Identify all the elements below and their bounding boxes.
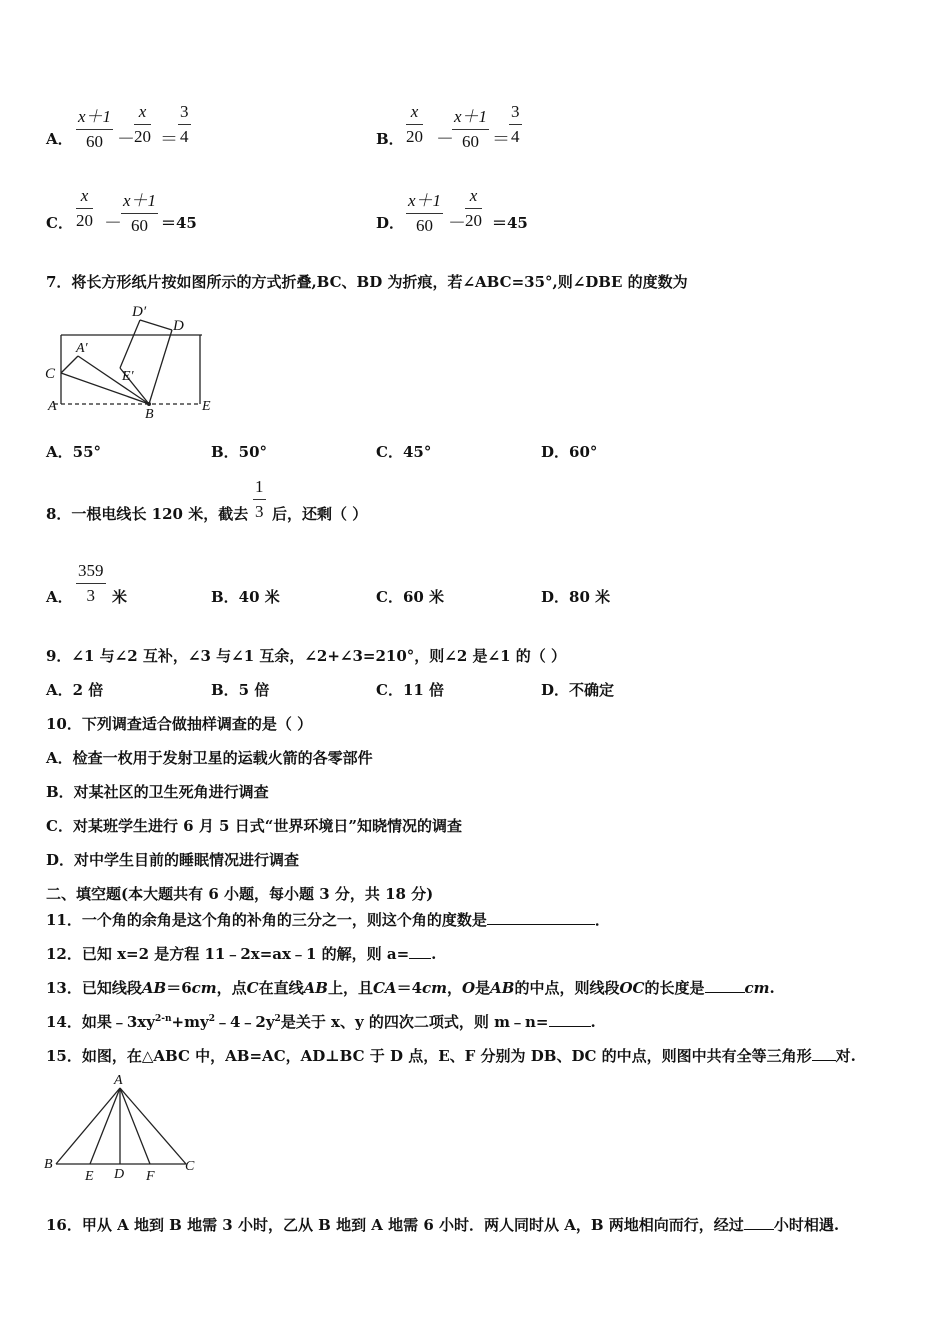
label-d: D — [114, 1167, 125, 1182]
q7-option-c: C．45° — [376, 443, 432, 461]
q10-option-d: D．对中学生目前的睡眠情况进行调查 — [46, 851, 300, 869]
equals-45: ＝45 — [492, 214, 528, 232]
q15-triangle-figure — [40, 1070, 210, 1188]
label-a-prime: A′ — [76, 341, 88, 356]
label-b: B — [44, 1157, 53, 1172]
equals-45: ＝45 — [161, 214, 197, 232]
answer-blank — [409, 944, 431, 959]
label-c: C — [45, 366, 56, 382]
fraction: $\frac{3}{4}$ — [180, 102, 189, 146]
fraction: $\frac{x+1}{60}$ — [406, 186, 443, 236]
minus-sign: － — [117, 129, 135, 149]
minus-sign: － — [448, 213, 466, 233]
q15: 15．如图，在△ABC 中，AB=AC，AD⊥BC 于 D 点，E、F 分别为 DB、DC 的中点，则图中共有全等三角形 对. — [46, 1047, 856, 1065]
fraction: $\frac{x}{20}$ — [465, 186, 482, 230]
fraction: $\frac{x+1}{60}$ — [452, 102, 489, 152]
fraction: $\frac{359}{3}$ — [78, 561, 104, 605]
label-c: C — [185, 1159, 195, 1174]
fraction: $\frac{x}{20}$ — [134, 102, 151, 146]
q7-option-b: B．50° — [211, 443, 268, 461]
q9-option-a: A．2 倍 — [46, 681, 104, 699]
label-a: A — [114, 1073, 123, 1088]
answer-blank — [812, 1046, 836, 1061]
fraction: $\frac{x}{20}$ — [406, 102, 423, 146]
option-letter: A． — [46, 588, 73, 606]
label-e: E — [85, 1169, 94, 1184]
q16: 16．甲从 A 地到 B 地需 3 小时，乙从 B 地到 A 地需 6 小时．两人同时从 A，B 两地相向而行，经过 小时相遇. — [46, 1216, 840, 1234]
minus-sign: － — [436, 129, 454, 149]
q12: 12．已知 x=2 是方程 11﹣2x=ax﹣1 的解，则 a= . — [46, 945, 437, 963]
label-f: F — [146, 1169, 155, 1184]
q8-option-b: B．40 米 — [211, 588, 280, 606]
label-b: B — [145, 407, 154, 422]
q11: 11．一个角的余角是这个角的补角的三分之一，则这个角的度数是 ． — [46, 911, 610, 929]
q9-option-d: D．不确定 — [541, 681, 615, 699]
q10-option-c: C．对某班学生进行 6 月 5 日式“世界环境日”知晓情况的调查 — [46, 817, 462, 835]
fraction: $\frac{x+1}{60}$ — [76, 102, 113, 152]
minus-sign: － — [104, 213, 122, 233]
option-letter: B． — [376, 130, 404, 148]
label-e: E — [202, 399, 211, 414]
section-heading: 二、填空题(本大题共有 6 小题，每小题 3 分，共 18 分) — [46, 885, 434, 903]
q8-stem-pre: 8．一根电线长 120 米，截去 — [46, 505, 249, 523]
equals-sign: ＝ — [492, 129, 510, 149]
q10-option-b: B．对某社区的卫生死角进行调查 — [46, 783, 269, 801]
answer-blank — [549, 1012, 591, 1027]
q7-option-a: A．55° — [46, 443, 102, 461]
label-d-prime: D′ — [132, 304, 147, 320]
q8-stem-post: 后，还剩（ ） — [272, 505, 368, 523]
q10-stem: 10．下列调查适合做抽样调查的是（ ） — [46, 715, 313, 733]
q14: 14．如果$﹣3xy^{2-n}+my^2﹣4﹣2y^2$是关于 x、y 的四次二项式，则 m﹣n= . — [46, 1013, 596, 1031]
option-letter: D． — [376, 214, 405, 232]
q9-stem: 9．∠1 与∠2 互补，∠3 与∠1 互余，∠2+∠3=210°，则∠2 是∠1 的（ ） — [46, 647, 566, 665]
label-e-prime: E′ — [122, 369, 134, 384]
q10-option-a: A．检查一枚用于发射卫星的运载火箭的各零部件 — [46, 749, 373, 767]
equals-sign: ＝ — [160, 129, 178, 149]
answer-blank — [487, 910, 595, 925]
q8-option-d: D．80 米 — [541, 588, 611, 606]
option-letter: A． — [46, 130, 73, 148]
answer-blank — [705, 978, 745, 993]
q7-stem: 7．将长方形纸片按如图所示的方式折叠,BC、BD 为折痕，若∠ABC=35°,则∠DBE 的度数为 — [46, 273, 688, 291]
unit: 米 — [112, 588, 128, 606]
fraction: $\frac{3}{4}$ — [511, 102, 520, 146]
q9-option-b: B．5 倍 — [211, 681, 270, 699]
fraction-one-third: $\frac{1}{3}$ — [255, 477, 264, 521]
fraction: $\frac{x}{20}$ — [76, 186, 93, 230]
fraction: $\frac{x+1}{60}$ — [121, 186, 158, 236]
q13: 13．已知线段AB＝6cm，点C在直线AB上，且CA＝4cm，O是AB的中点，则线段OC的长度是 cm. — [46, 979, 775, 997]
label-d: D — [173, 318, 184, 334]
label-a: A — [48, 399, 57, 414]
q7-folding-figure — [40, 298, 230, 426]
q7-option-d: D．60° — [541, 443, 598, 461]
q8-option-c: C．60 米 — [376, 588, 445, 606]
option-letter: C． — [46, 214, 73, 232]
answer-blank — [744, 1215, 774, 1230]
q9-option-c: C．11 倍 — [376, 681, 445, 699]
